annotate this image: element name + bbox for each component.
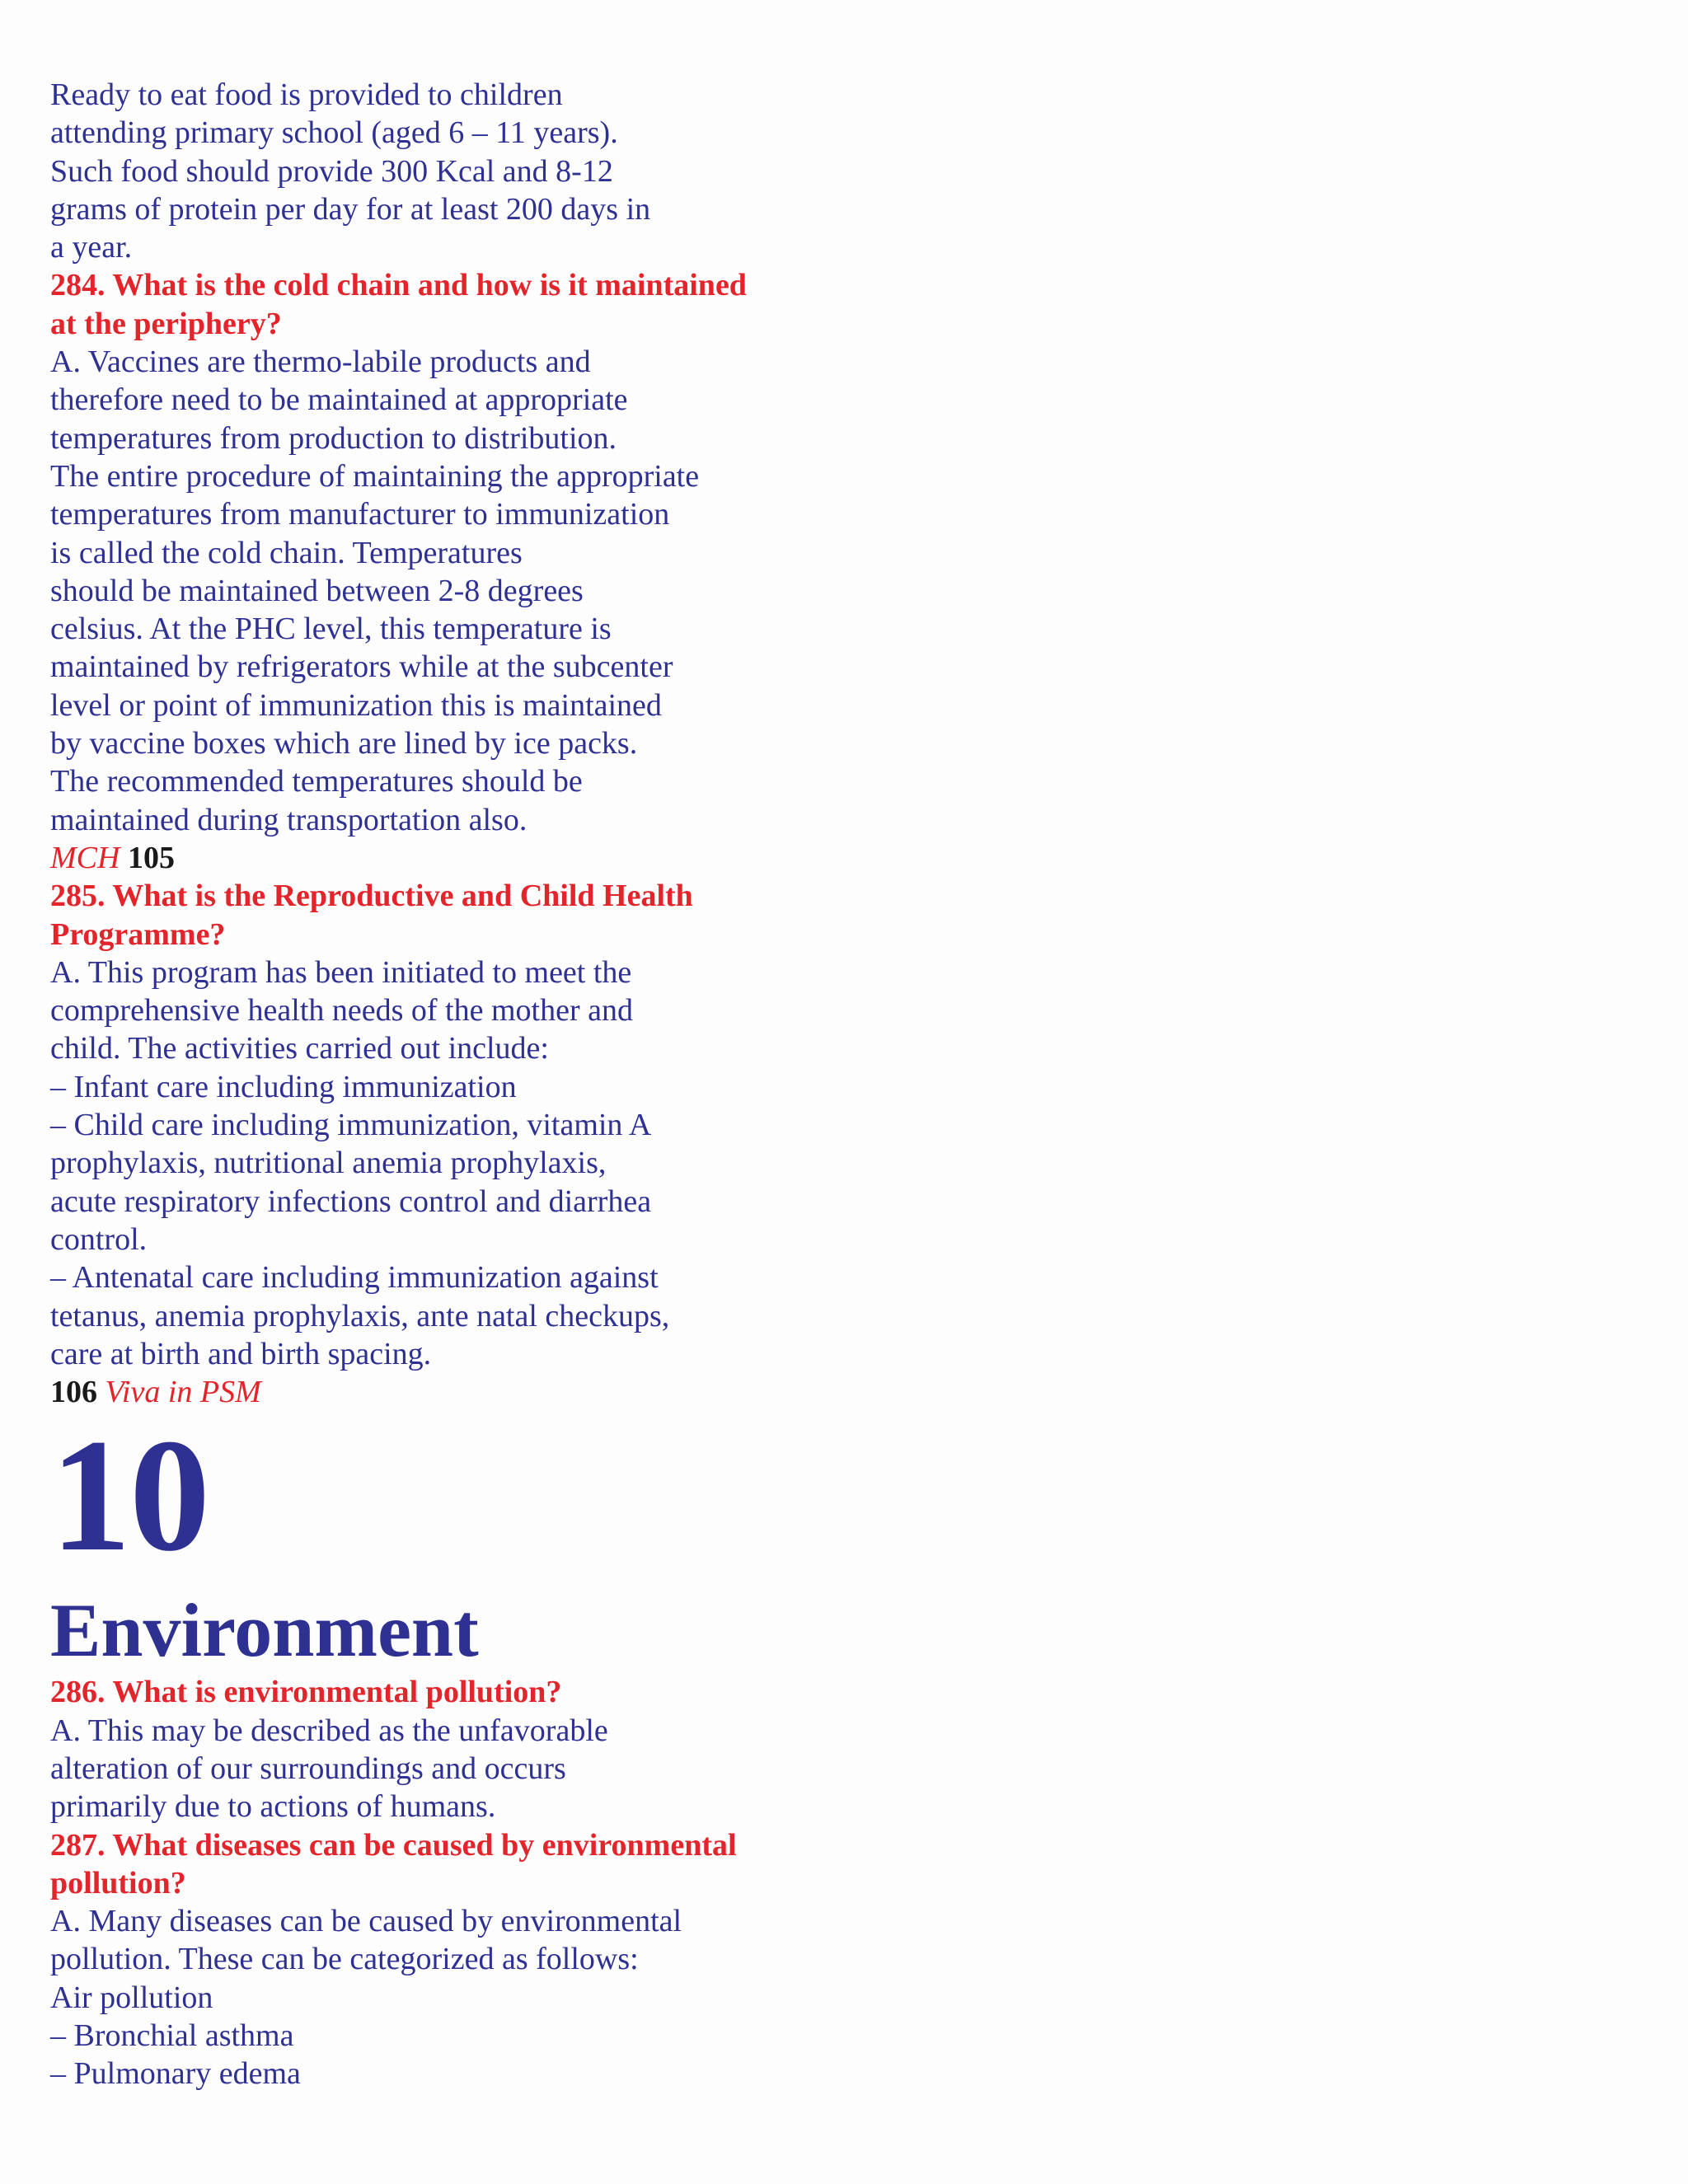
text-line: Ready to eat food is provided to children bbox=[50, 77, 563, 112]
text-line: A. Vaccines are thermo-labile products and bbox=[50, 344, 591, 380]
answer-287 bbox=[50, 1902, 891, 2093]
text-line: by vaccine boxes which are lined by ice packs. bbox=[50, 726, 638, 762]
text-line: – Child care including immunization, vitamin A bbox=[50, 1108, 652, 1143]
text-line: The recommended temperatures should be bbox=[50, 764, 583, 799]
page-number: 106 bbox=[50, 1375, 97, 1410]
chapter-number: 10 bbox=[50, 1406, 209, 1586]
text-line: alteration of our surroundings and occurs bbox=[50, 1750, 566, 1786]
question-286 bbox=[50, 1673, 891, 1711]
text-line: Air pollution bbox=[50, 1980, 213, 2015]
text-line: – Pulmonary edema bbox=[50, 2056, 301, 2092]
answer-286 bbox=[50, 1712, 891, 1826]
text-line: maintained by refrigerators while at the subcenter bbox=[50, 649, 673, 685]
text-line: therefore need to be maintained at appropriate bbox=[50, 382, 628, 418]
document-page bbox=[50, 76, 891, 2093]
text-line: – Bronchial asthma bbox=[50, 2018, 294, 2054]
text-line: prophylaxis, nutritional anemia prophylaxis, bbox=[50, 1146, 607, 1181]
text-line: a year. bbox=[50, 230, 133, 265]
text-line: child. The activities carried out include: bbox=[50, 1031, 549, 1066]
question-285 bbox=[50, 877, 891, 954]
text-line: comprehensive health needs of the mother and bbox=[50, 993, 633, 1029]
text-line: is called the cold chain. Temperatures bbox=[50, 535, 523, 570]
text-line: temperatures from production to distribution. bbox=[50, 420, 617, 456]
text-line: – Infant care including immunization bbox=[50, 1069, 517, 1104]
running-head-section: MCH bbox=[50, 840, 120, 875]
text-line: level or point of immunization this is maintained bbox=[50, 687, 662, 723]
question-heading: 285. What is the Reproductive and Child Health bbox=[50, 879, 693, 914]
question-284 bbox=[50, 266, 891, 343]
running-head-book-title: Viva in PSM bbox=[105, 1375, 261, 1410]
running-head bbox=[50, 839, 891, 877]
question-heading: 286. What is environmental pollution? bbox=[50, 1675, 562, 1710]
text-line: A. This may be described as the unfavorable bbox=[50, 1713, 608, 1748]
question-287 bbox=[50, 1826, 891, 1903]
text-line: temperatures from manufacturer to immunization bbox=[50, 497, 670, 532]
text-line: pollution. These can be categorized as follows: bbox=[50, 1942, 639, 1977]
text-line: tetanus, anemia prophylaxis, ante natal checkups, bbox=[50, 1298, 670, 1333]
text-line: care at birth and birth spacing. bbox=[50, 1336, 432, 1371]
text-line: celsius. At the PHC level, this temperature is bbox=[50, 612, 612, 647]
chapter-title: Environment bbox=[50, 1588, 479, 1673]
text-line: control. bbox=[50, 1221, 148, 1257]
question-heading: Programme? bbox=[50, 916, 226, 952]
text-line: A. Many diseases can be caused by environmental bbox=[50, 1904, 682, 1939]
answer-284 bbox=[50, 343, 891, 839]
text-line: maintained during transportation also. bbox=[50, 802, 528, 837]
text-line: A. This program has been initiated to meet the bbox=[50, 954, 632, 990]
question-heading: 284. What is the cold chain and how is it maintained bbox=[50, 268, 747, 303]
page-number: 105 bbox=[127, 840, 175, 875]
question-heading: 287. What diseases can be caused by environmental bbox=[50, 1827, 737, 1863]
text-line: should be maintained between 2-8 degrees bbox=[50, 573, 584, 608]
text-line: – Antenatal care including immunization against bbox=[50, 1260, 659, 1296]
text-line: primarily due to actions of humans. bbox=[50, 1789, 496, 1825]
text-line: Such food should provide 300 Kcal and 8-12 bbox=[50, 153, 613, 189]
text-line: grams of protein per day for at least 200 days in bbox=[50, 191, 651, 227]
question-heading: pollution? bbox=[50, 1865, 186, 1900]
text-line: The entire procedure of maintaining the appropriate bbox=[50, 458, 700, 494]
text-line: acute respiratory infections control and diarrhea bbox=[50, 1183, 652, 1219]
question-heading: at the periphery? bbox=[50, 306, 282, 341]
text-line: attending primary school (aged 6 – 11 years). bbox=[50, 115, 618, 151]
intro-paragraph bbox=[50, 76, 891, 266]
answer-285 bbox=[50, 954, 891, 1373]
